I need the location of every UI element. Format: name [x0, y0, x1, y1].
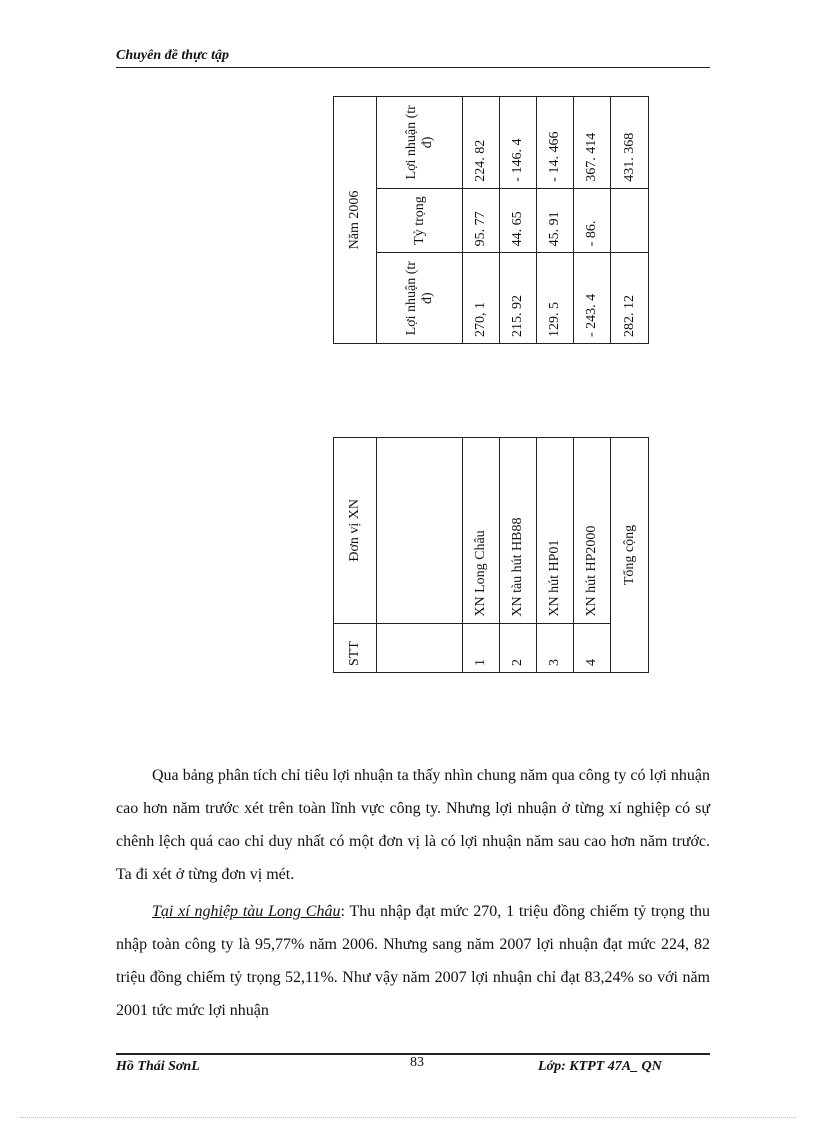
header-rule [116, 67, 710, 68]
unit-table-grid [333, 437, 649, 673]
document-header-title: Chuyên đề thực tập [116, 48, 230, 63]
table-cell: - 86. [574, 188, 611, 253]
table-cell: 282. 12 [611, 253, 649, 344]
table-cell: XN hút HP2000 [574, 438, 611, 624]
table-cell [611, 188, 649, 253]
table-cell: 45. 91 [537, 188, 574, 253]
total-cell: Tổng cộng [611, 438, 649, 673]
col-header-share: Tỷ trọng [377, 188, 463, 253]
page-edge-divider [20, 1117, 796, 1118]
analysis-paragraph: Qua bảng phân tích chỉ tiêu lợi nhuận ta thấy nhìn chung năm qua công ty có lợi nhuận cao hơn năm trước xét trên toàn lĩnh vực công ty. Nhưng lợi nhuận ở từng xí nghiệp có sự chênh lệch quá cao chỉ duy nhất có một đơn vị là có lợi nhuận năm sau cao hơn năm trước. Ta đi xét ở từng đơn vị mét. [116, 767, 710, 883]
col-header-profit-2: Lợi nhuận (tr đ) [377, 97, 463, 189]
table-cell: 215. 92 [500, 253, 537, 344]
table-cell: 3 [537, 623, 574, 672]
table-cell: 95. 77 [463, 188, 500, 253]
table-cell: XN tàu hút HB88 [500, 438, 537, 624]
table-cell: 270, 1 [463, 253, 500, 344]
col-header-stt: STT [334, 623, 377, 672]
page-number: 83 [410, 1055, 424, 1070]
table-cell: 431. 368 [611, 97, 649, 189]
table-cell [377, 438, 463, 624]
table-cell: 1 [463, 623, 500, 672]
table-cell: XN hút HP01 [537, 438, 574, 624]
table-cell: 367. 414 [574, 97, 611, 189]
table-cell: 224. 82 [463, 97, 500, 189]
long-chau-heading: Tại xí nghiệp tàu Long Châu [152, 903, 341, 920]
table-cell: XN Long Châu [463, 438, 500, 624]
long-chau-paragraph [116, 895, 710, 1027]
col-header-unit: Đơn vị XN [334, 438, 377, 624]
table-cell: 4 [574, 623, 611, 672]
long-chau-text: : Thu nhập đạt mức 270, 1 triệu đồng chiếm tỷ trọng thu nhập toàn công ty là 95,77% năm 2006. Nhưng sang năm 2007 lợi nhuận đạt mức 224, 82 triệu đồng chiếm tỷ trọng 52,11%. Như vậy năm 2007 lợi nhuận chỉ đạt 83,24% so với năm 2001 tức mức lợi nhuận [116, 903, 711, 1019]
footer-class: Lớp: KTPT 47A_ QN [538, 1059, 662, 1074]
profit-table-2006 [333, 96, 648, 344]
table-cell: 129. 5 [537, 253, 574, 344]
profit-table-2006-grid [333, 96, 649, 344]
table-cell: - 146. 4 [500, 97, 537, 189]
table-cell: - 14. 466 [537, 97, 574, 189]
table-cell: 44. 65 [500, 188, 537, 253]
footer-author: Hồ Thái SơnL [116, 1059, 200, 1074]
table-cell [377, 623, 463, 672]
table-cell: - 243. 4 [574, 253, 611, 344]
group-header-cell: Năm 2006 [334, 97, 377, 344]
col-header-profit: Lợi nhuận (tr đ) [377, 253, 463, 344]
table-cell: 2 [500, 623, 537, 672]
unit-table [333, 437, 648, 673]
